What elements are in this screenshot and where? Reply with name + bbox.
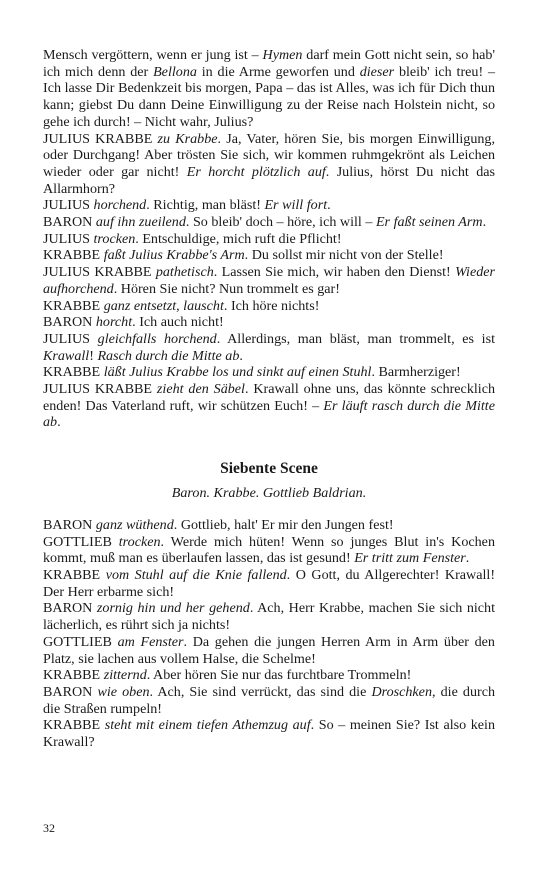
dialogue-text: . Werde mich hüten! Wenn so junges Blut in's Kochen kommt, muß man es überlaufen lassen, das ist gesund! [43,533,495,567]
dialogue-text: . Entschuldige, mich ruft die Pflicht! [135,230,342,247]
dialogue-text: Mensch vergöttern, wenn er jung ist – [43,47,263,63]
dialogue-paragraph [43,600,495,633]
stage-direction: faßt Julius Krabbe's Arm [103,247,245,264]
scene-persons: Baron. Krabbe. Gottlieb Baldrian. [171,485,367,502]
dialogue-paragraph [43,667,495,684]
dialogue-text: . Ach, Sie sind verrückt, das sind die [149,683,372,700]
dialogue-text: . Hören Sie nicht? Nun trommelt es gar! [113,280,340,297]
dialogue-text: . [482,214,487,231]
dialogue-text: . O Gott, du Allgerechter! Krawall! Der Herr erbarme sich! [43,566,496,600]
stage-direction: am Fenster [117,633,184,650]
dialogue-text: JULIUS KRABBE [43,130,158,147]
dialogue-text: BARON [43,683,98,700]
stage-direction: Bellona [153,63,197,80]
stage-direction: Er tritt zum Fenster [354,550,466,567]
dialogue-text: JULIUS [43,230,94,247]
dialogue-text: . Ich höre nichts! [223,297,320,314]
stage-direction: trocken [93,230,136,247]
dialogue-text: JULIUS KRABBE [43,264,156,281]
dialogue-paragraph [43,381,495,431]
stage-direction: steht mit einem tiefen Athemzug auf [104,717,311,734]
dialogue-paragraph [43,517,495,534]
dialogue-text: ! [89,347,98,364]
dialogue-text: BARON [43,314,96,331]
page-number: 32 [43,821,55,835]
dialogue-text: . Aber hören Sie nur das furchtbare Trommeln! [146,667,412,684]
dialogue-paragraph [43,298,495,315]
stage-direction: ganz entsetzt, lauscht [103,297,224,314]
dialogue-text: . [327,197,331,214]
stage-direction: zu Krabbe [157,130,218,147]
stage-direction: Er faßt seinen Arm [375,214,483,231]
stage-direction: Droschken [371,683,432,700]
stage-direction: Rasch durch die Mitte ab [97,347,240,364]
dialogue-text: . [465,550,470,567]
dialogue-paragraph [43,364,495,381]
scene-heading: Siebente Scene [220,460,318,478]
stage-direction: dieser [359,63,395,80]
stage-direction: Er horcht plötzlich auf [186,163,326,180]
dialogue-text: KRABBE [43,297,104,314]
dialogue-text: GOTTLIEB [43,533,119,550]
dialogue-text: . Julius, hörst Du nicht das Allarmhorn? [43,163,495,197]
stage-direction: Hymen [262,47,303,63]
dialogue-text: . Lassen Sie mich, wir haben den Dienst! [213,264,456,281]
dialogue-text: . Ja, Vater, hören Sie, bis morgen Einwilligung, oder Durchgang! Aber trösten Sie sich, wir kommen ruhmgekrönt als Leichen wieder oder gar nicht! [43,130,495,180]
dialogue-text: . [239,347,243,364]
dialogue-paragraph [43,634,495,667]
dialogue-paragraph [43,717,495,750]
dialogue-text: KRABBE [43,364,104,381]
dialogue-text: KRABBE [43,247,104,264]
dialogue-text: . Ach, Herr Krabbe, machen Sie sich nicht lächerlich, es rührt sich ja nichts! [43,600,496,634]
dialogue-block-top [43,47,495,431]
dialogue-text: . Krawall ohne uns, das könnte schrecklich enden! Das Vaterland ruft, wir schützen Euch! – [43,381,495,414]
dialogue-text: BARON [43,600,97,617]
dialogue-text: . Da gehen die jungen Herren Arm in Arm über den Platz, sie lachen aus vollem Halse, die Schelme! [43,633,495,667]
dialogue-paragraph [43,264,495,297]
dialogue-text: in die Arme geworfen und [196,63,360,80]
stage-direction: Krawall [43,347,90,364]
dialogue-paragraph [43,567,495,600]
dialogue-text: . [57,414,61,431]
dialogue-text: . Allerdings, man bläst, man trommelt, es ist [216,330,495,347]
stage-direction: gleichfalls horchend [97,330,217,347]
dialogue-text: . Richtig, man bläst! [146,197,265,214]
dialogue-paragraph [43,197,495,214]
dialogue-text: KRABBE [43,566,106,583]
dialogue-paragraph [43,214,495,231]
dialogue-text: . So bleib' doch – höre, ich will – [185,214,376,231]
dialogue-text: darf mein Gott nicht sein, so hab' ich mich denn der [43,47,495,80]
dialogue-paragraph [43,231,495,248]
stage-direction: ganz wüthend [95,516,174,533]
stage-direction: Er will fort [264,197,328,214]
dialogue-text: BARON [43,214,96,231]
dialogue-text: JULIUS KRABBE [43,381,157,398]
stage-direction: trocken [118,533,161,550]
dialogue-paragraph [43,684,495,717]
dialogue-paragraph [43,247,495,264]
dialogue-text: . Du sollst mir nicht von der Stelle! [244,247,444,264]
dialogue-text: . So – meinen Sie? Ist also kein Krawall? [43,717,495,751]
dialogue-paragraph [43,534,495,567]
stage-direction: zitternd [103,667,147,684]
stage-direction: auf ihn zueilend [95,214,186,231]
dialogue-text: . Gottlieb, halt' Er mir den Jungen fest! [173,516,394,533]
dialogue-paragraph [43,131,495,198]
dialogue-paragraph [43,47,495,131]
dialogue-paragraph [43,314,495,331]
stage-direction: horcht [95,314,133,331]
dialogue-text: . Barmherziger! [371,364,461,381]
dialogue-text: KRABBE [43,667,104,684]
stage-direction: zieht den Säbel [156,381,245,398]
dialogue-block-bottom [43,517,495,751]
stage-direction: zornig hin und her gehend [96,600,250,617]
stage-direction: Er läuft rasch durch die Mitte ab [43,397,495,431]
dialogue-text: KRABBE [43,717,105,734]
stage-direction: läßt Julius Krabbe los und sinkt auf einen Stuhl [103,364,372,381]
dialogue-text: GOTTLIEB [43,633,118,650]
stage-direction: Wieder aufhorchend [43,264,496,297]
stage-direction: wie oben [97,683,150,700]
dialogue-text: bleib' ich treu! – Ich lasse Dir Bedenkzeit bis morgen, Papa – das ist Alles, was ich für Dich thun kann; giebst Du dann Deine Einwilligung zu der Reise nach Holstein nicht, so gehe ich durch! – Nicht wahr, Julius? [43,63,496,130]
dialogue-text: BARON [43,516,96,533]
dialogue-text: JULIUS [43,197,94,214]
dialogue-paragraph [43,331,495,364]
dialogue-text: JULIUS [43,330,98,347]
stage-direction: pathetisch [155,264,214,281]
dialogue-text: . Ich auch nicht! [132,314,224,331]
stage-direction: horchend [93,197,147,214]
stage-direction: vom Stuhl auf die Knie fallend [105,566,287,583]
dialogue-text: , die durch die Straßen rumpeln! [43,683,496,717]
